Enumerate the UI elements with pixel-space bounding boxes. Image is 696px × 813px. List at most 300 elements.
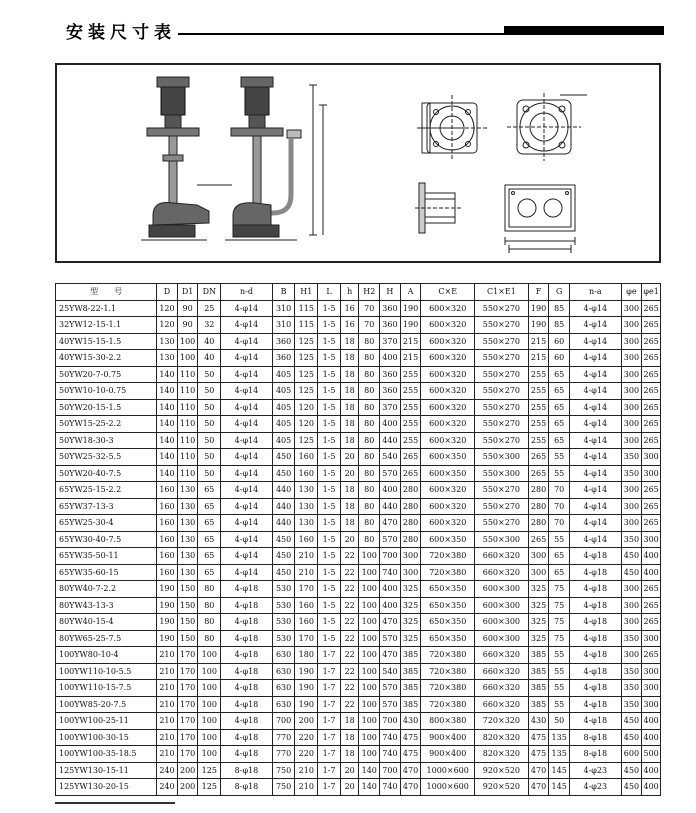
- table-cell: 1-5: [318, 630, 341, 647]
- table-cell: 550×270: [475, 333, 529, 350]
- table-cell: 740: [380, 746, 401, 763]
- table-cell: 265: [528, 531, 549, 548]
- base-section-view: [415, 183, 461, 233]
- table-cell: 405: [272, 383, 295, 400]
- table-cell: 405: [272, 366, 295, 383]
- table-cell: 140: [157, 465, 178, 482]
- table-cell: 100: [359, 647, 380, 664]
- table-cell: 470: [400, 779, 421, 796]
- model-cell: 65YW25-15-2.2: [56, 482, 157, 499]
- table-row: [56, 696, 661, 713]
- table-cell: 265: [642, 614, 661, 631]
- table-cell: 700: [380, 548, 401, 565]
- table-cell: 130: [177, 498, 198, 515]
- model-cell: 50YW18-30-3: [56, 432, 157, 449]
- table-cell: 65: [198, 498, 221, 515]
- table-cell: 18: [340, 746, 359, 763]
- table-row: [56, 432, 661, 449]
- table-cell: 700: [272, 713, 295, 730]
- table-cell: 170: [177, 746, 198, 763]
- installation-drawing: [55, 63, 661, 263]
- model-cell: 40YW15-30-2.2: [56, 350, 157, 367]
- table-cell: 110: [177, 432, 198, 449]
- column-header: H1: [295, 284, 318, 301]
- table-cell: 190: [528, 317, 549, 334]
- table-cell: 160: [295, 531, 318, 548]
- table-cell: 160: [295, 597, 318, 614]
- flange-front-view: [417, 95, 487, 161]
- table-cell: 4-φ14: [221, 317, 273, 334]
- table-cell: 4-φ14: [570, 317, 622, 334]
- table-row: [56, 482, 661, 499]
- table-cell: 4-φ14: [221, 531, 273, 548]
- table-cell: 210: [157, 729, 178, 746]
- table-cell: 80: [359, 399, 380, 416]
- table-cell: 280: [400, 515, 421, 532]
- table-cell: 170: [177, 696, 198, 713]
- table-row: [56, 680, 661, 697]
- table-cell: 350: [621, 696, 642, 713]
- table-cell: 540: [380, 449, 401, 466]
- table-cell: 600×300: [475, 581, 529, 598]
- table-cell: 300: [621, 333, 642, 350]
- table-cell: 125: [198, 779, 221, 796]
- table-cell: 360: [380, 317, 401, 334]
- table-cell: 85: [549, 317, 570, 334]
- table-row: [56, 465, 661, 482]
- table-row: [56, 300, 661, 317]
- table-cell: 450: [272, 548, 295, 565]
- table-cell: 360: [380, 383, 401, 400]
- table-cell: 125: [198, 762, 221, 779]
- table-cell: 4-φ18: [570, 630, 622, 647]
- table-cell: 170: [177, 729, 198, 746]
- table-cell: 500: [642, 746, 661, 763]
- table-cell: 255: [400, 366, 421, 383]
- table-cell: 300: [621, 597, 642, 614]
- table-cell: 450: [621, 779, 642, 796]
- table-cell: 660×320: [475, 564, 529, 581]
- table-cell: 720×320: [475, 713, 529, 730]
- table-cell: 310: [272, 300, 295, 317]
- table-cell: 18: [340, 729, 359, 746]
- table-cell: 300: [621, 482, 642, 499]
- column-header: C1×E1: [475, 284, 529, 301]
- table-cell: 80: [359, 350, 380, 367]
- table-cell: 70: [549, 498, 570, 515]
- table-row: [56, 630, 661, 647]
- table-cell: 650×350: [421, 597, 475, 614]
- table-cell: 650×350: [421, 630, 475, 647]
- table-cell: 18: [340, 333, 359, 350]
- table-cell: 300: [621, 399, 642, 416]
- table-cell: 170: [295, 630, 318, 647]
- table-cell: 4-φ18: [570, 548, 622, 565]
- table-cell: 4-φ18: [221, 630, 273, 647]
- table-cell: 550×270: [475, 498, 529, 515]
- table-cell: 475: [528, 729, 549, 746]
- table-cell: 75: [549, 597, 570, 614]
- table-cell: 100: [177, 350, 198, 367]
- column-header: H: [380, 284, 401, 301]
- table-cell: 4-φ18: [221, 614, 273, 631]
- column-header: D: [157, 284, 178, 301]
- table-cell: 4-φ14: [570, 399, 622, 416]
- table-row: [56, 564, 661, 581]
- table-cell: 600×320: [421, 416, 475, 433]
- table-cell: 650×350: [421, 614, 475, 631]
- table-cell: 450: [621, 762, 642, 779]
- table-cell: 255: [528, 399, 549, 416]
- table-cell: 440: [272, 482, 295, 499]
- table-cell: 100: [359, 548, 380, 565]
- title-bar: [504, 26, 664, 35]
- table-cell: 200: [295, 713, 318, 730]
- table-cell: 4-φ14: [221, 548, 273, 565]
- table-cell: 700: [380, 762, 401, 779]
- model-cell: 100YW110-10-5.5: [56, 663, 157, 680]
- table-cell: 65: [549, 432, 570, 449]
- table-cell: 720×380: [421, 696, 475, 713]
- table-cell: 265: [642, 317, 661, 334]
- table-cell: 1-5: [318, 515, 341, 532]
- column-header: L: [318, 284, 341, 301]
- table-cell: 385: [400, 647, 421, 664]
- table-cell: 300: [621, 416, 642, 433]
- model-cell: 25YW8-22-1.1: [56, 300, 157, 317]
- table-cell: 4-φ14: [221, 399, 273, 416]
- table-cell: 65: [198, 548, 221, 565]
- table-cell: 550×270: [475, 416, 529, 433]
- table-cell: 450: [621, 713, 642, 730]
- footer-rule: [55, 802, 175, 804]
- table-cell: 150: [177, 630, 198, 647]
- model-cell: 80YW40-7-2.2: [56, 581, 157, 598]
- table-cell: 450: [272, 531, 295, 548]
- table-cell: 740: [380, 779, 401, 796]
- table-cell: 350: [621, 449, 642, 466]
- table-cell: 100: [359, 696, 380, 713]
- table-cell: 190: [157, 581, 178, 598]
- table-row: [56, 350, 661, 367]
- table-cell: 400: [380, 416, 401, 433]
- table-cell: 190: [157, 614, 178, 631]
- table-cell: 475: [400, 746, 421, 763]
- table-cell: 100: [359, 597, 380, 614]
- table-cell: 4-φ14: [221, 366, 273, 383]
- table-cell: 470: [380, 614, 401, 631]
- table-cell: 80: [198, 597, 221, 614]
- table-cell: 530: [272, 614, 295, 631]
- table-cell: 210: [295, 564, 318, 581]
- table-cell: 350: [621, 663, 642, 680]
- table-cell: 110: [177, 416, 198, 433]
- table-cell: 130: [295, 498, 318, 515]
- table-cell: 385: [400, 680, 421, 697]
- table-cell: 25: [198, 300, 221, 317]
- table-row: [56, 317, 661, 334]
- table-cell: 65: [549, 548, 570, 565]
- table-cell: 265: [400, 449, 421, 466]
- table-cell: 100: [359, 581, 380, 598]
- table-cell: 1-5: [318, 333, 341, 350]
- table-cell: 4-φ14: [570, 333, 622, 350]
- table-cell: 1-5: [318, 350, 341, 367]
- table-cell: 325: [400, 597, 421, 614]
- table-cell: 900×400: [421, 746, 475, 763]
- table-cell: 280: [528, 498, 549, 515]
- table-cell: 65: [549, 416, 570, 433]
- column-header: C×E: [421, 284, 475, 301]
- table-cell: 630: [272, 696, 295, 713]
- table-cell: 1-5: [318, 564, 341, 581]
- table-cell: 125: [295, 333, 318, 350]
- table-body: [56, 300, 661, 795]
- table-cell: 140: [157, 449, 178, 466]
- table-cell: 4-φ18: [221, 713, 273, 730]
- table-cell: 18: [340, 399, 359, 416]
- table-cell: 4-φ14: [221, 333, 273, 350]
- table-cell: 400: [642, 729, 661, 746]
- table-cell: 255: [400, 432, 421, 449]
- table-cell: 4-φ14: [570, 366, 622, 383]
- table-cell: 190: [400, 300, 421, 317]
- table-cell: 22: [340, 680, 359, 697]
- table-row: [56, 399, 661, 416]
- model-cell: 100YW110-15-7.5: [56, 680, 157, 697]
- table-cell: 200: [177, 762, 198, 779]
- table-cell: 120: [157, 317, 178, 334]
- table-cell: 190: [400, 317, 421, 334]
- table-cell: 140: [157, 399, 178, 416]
- table-cell: 300: [621, 366, 642, 383]
- table-row: [56, 581, 661, 598]
- table-cell: 550×300: [475, 531, 529, 548]
- table-cell: 4-φ14: [221, 465, 273, 482]
- table-cell: 160: [157, 498, 178, 515]
- table-cell: 8-φ18: [570, 746, 622, 763]
- table-cell: 360: [272, 333, 295, 350]
- table-cell: 660×320: [475, 696, 529, 713]
- table-cell: 300: [642, 696, 661, 713]
- table-row: [56, 614, 661, 631]
- table-cell: 440: [272, 515, 295, 532]
- table-cell: 1-5: [318, 432, 341, 449]
- table-row: [56, 762, 661, 779]
- table-cell: 450: [272, 449, 295, 466]
- table-cell: 550×270: [475, 482, 529, 499]
- table-cell: 40: [198, 333, 221, 350]
- table-cell: 660×320: [475, 663, 529, 680]
- table-cell: 400: [642, 762, 661, 779]
- table-cell: 210: [295, 762, 318, 779]
- table-cell: 325: [400, 581, 421, 598]
- table-cell: 300: [642, 465, 661, 482]
- table-cell: 820×320: [475, 746, 529, 763]
- column-header: G: [549, 284, 570, 301]
- table-cell: 370: [380, 399, 401, 416]
- model-cell: 40YW15-15-1.5: [56, 333, 157, 350]
- table-cell: 160: [157, 531, 178, 548]
- table-cell: 115: [295, 300, 318, 317]
- table-cell: 60: [549, 350, 570, 367]
- table-cell: 300: [400, 564, 421, 581]
- model-cell: 50YW20-7-0.75: [56, 366, 157, 383]
- table-cell: 405: [272, 432, 295, 449]
- table-cell: 125: [295, 383, 318, 400]
- table-cell: 120: [295, 399, 318, 416]
- table-cell: 4-φ14: [221, 383, 273, 400]
- table-cell: 530: [272, 630, 295, 647]
- table-cell: 20: [340, 465, 359, 482]
- model-cell: 125YW130-15-11: [56, 762, 157, 779]
- model-cell: 50YW20-40-7.5: [56, 465, 157, 482]
- table-cell: 300: [621, 515, 642, 532]
- table-cell: 280: [400, 482, 421, 499]
- pump-side-view: [225, 77, 327, 240]
- table-cell: 1-7: [318, 713, 341, 730]
- table-cell: 55: [549, 449, 570, 466]
- table-cell: 4-φ18: [221, 680, 273, 697]
- table-cell: 100: [359, 713, 380, 730]
- table-cell: 215: [528, 350, 549, 367]
- table-cell: 700: [380, 713, 401, 730]
- table-cell: 18: [340, 498, 359, 515]
- table-cell: 55: [549, 663, 570, 680]
- table-cell: 400: [380, 482, 401, 499]
- table-cell: 110: [177, 449, 198, 466]
- model-cell: 65YW35-50-11: [56, 548, 157, 565]
- table-cell: 70: [549, 515, 570, 532]
- table-cell: 265: [528, 465, 549, 482]
- table-cell: 4-φ14: [570, 350, 622, 367]
- table-cell: 300: [621, 317, 642, 334]
- table-cell: 530: [272, 581, 295, 598]
- table-cell: 350: [621, 531, 642, 548]
- table-cell: 920×520: [475, 762, 529, 779]
- table-row: [56, 746, 661, 763]
- table-cell: 4-φ14: [570, 482, 622, 499]
- table-cell: 90: [177, 317, 198, 334]
- table-cell: 600×320: [421, 300, 475, 317]
- column-header: h: [340, 284, 359, 301]
- table-cell: 300: [528, 548, 549, 565]
- base-plate-top-view: [505, 185, 575, 253]
- table-cell: 280: [400, 531, 421, 548]
- table-cell: 130: [177, 564, 198, 581]
- table-cell: 440: [380, 432, 401, 449]
- table-cell: 100: [198, 713, 221, 730]
- table-cell: 210: [157, 746, 178, 763]
- table-cell: 450: [621, 729, 642, 746]
- model-cell: 65YW25-30-4: [56, 515, 157, 532]
- table-cell: 1-7: [318, 663, 341, 680]
- table-cell: 325: [528, 597, 549, 614]
- model-cell: 50YW20-15-1.5: [56, 399, 157, 416]
- table-cell: 130: [157, 333, 178, 350]
- table-row: [56, 383, 661, 400]
- table-cell: 50: [198, 383, 221, 400]
- table-cell: 550×300: [475, 465, 529, 482]
- table-cell: 100: [359, 564, 380, 581]
- model-cell: 100YW100-35-18.5: [56, 746, 157, 763]
- table-cell: 4-φ14: [570, 300, 622, 317]
- table-cell: 80: [359, 416, 380, 433]
- table-cell: 1-5: [318, 614, 341, 631]
- table-cell: 85: [549, 300, 570, 317]
- table-cell: 80: [198, 581, 221, 598]
- table-cell: 570: [380, 465, 401, 482]
- table-row: [56, 663, 661, 680]
- model-cell: 80YW40-15-4: [56, 614, 157, 631]
- table-cell: 550×300: [475, 449, 529, 466]
- table-cell: 145: [549, 762, 570, 779]
- table-cell: 20: [340, 449, 359, 466]
- table-cell: 4-φ18: [570, 614, 622, 631]
- model-cell: 32YW12-15-1.1: [56, 317, 157, 334]
- table-cell: 750: [272, 779, 295, 796]
- table-cell: 4-φ14: [221, 498, 273, 515]
- table-cell: 130: [295, 515, 318, 532]
- table-cell: 210: [295, 779, 318, 796]
- table-header-row: [56, 284, 661, 301]
- table-cell: 385: [528, 663, 549, 680]
- table-row: [56, 729, 661, 746]
- table-cell: 600×320: [421, 399, 475, 416]
- table-cell: 50: [198, 399, 221, 416]
- table-row: [56, 515, 661, 532]
- table-cell: 210: [295, 548, 318, 565]
- table-cell: 4-φ14: [221, 564, 273, 581]
- table-cell: 135: [549, 729, 570, 746]
- table-cell: 265: [642, 383, 661, 400]
- table-cell: 630: [272, 663, 295, 680]
- table-cell: 550×270: [475, 350, 529, 367]
- column-header: D1: [177, 284, 198, 301]
- table-cell: 475: [528, 746, 549, 763]
- table-cell: 150: [177, 614, 198, 631]
- table-cell: 22: [340, 647, 359, 664]
- model-cell: 125YW130-20-15: [56, 779, 157, 796]
- table-cell: 325: [528, 630, 549, 647]
- table-cell: 600×320: [421, 366, 475, 383]
- column-header: n-d: [221, 284, 273, 301]
- table-cell: 1-5: [318, 548, 341, 565]
- table-cell: 20: [340, 779, 359, 796]
- table-cell: 170: [177, 663, 198, 680]
- model-cell: 65YW35-60-15: [56, 564, 157, 581]
- table-cell: 190: [295, 696, 318, 713]
- table-cell: 265: [642, 416, 661, 433]
- table-cell: 770: [272, 746, 295, 763]
- table-cell: 720×380: [421, 680, 475, 697]
- table-cell: 100: [359, 746, 380, 763]
- table-cell: 240: [157, 779, 178, 796]
- table-cell: 4-φ18: [221, 647, 273, 664]
- column-header: F: [528, 284, 549, 301]
- table-cell: 660×320: [475, 548, 529, 565]
- table-cell: 55: [549, 647, 570, 664]
- table-cell: 360: [272, 350, 295, 367]
- model-cell: 65YW30-40-7.5: [56, 531, 157, 548]
- table-cell: 65: [198, 564, 221, 581]
- table-cell: 600×320: [421, 350, 475, 367]
- table-cell: 470: [380, 515, 401, 532]
- table-cell: 20: [340, 762, 359, 779]
- table-cell: 440: [272, 498, 295, 515]
- table-cell: 18: [340, 383, 359, 400]
- table-cell: 550×270: [475, 432, 529, 449]
